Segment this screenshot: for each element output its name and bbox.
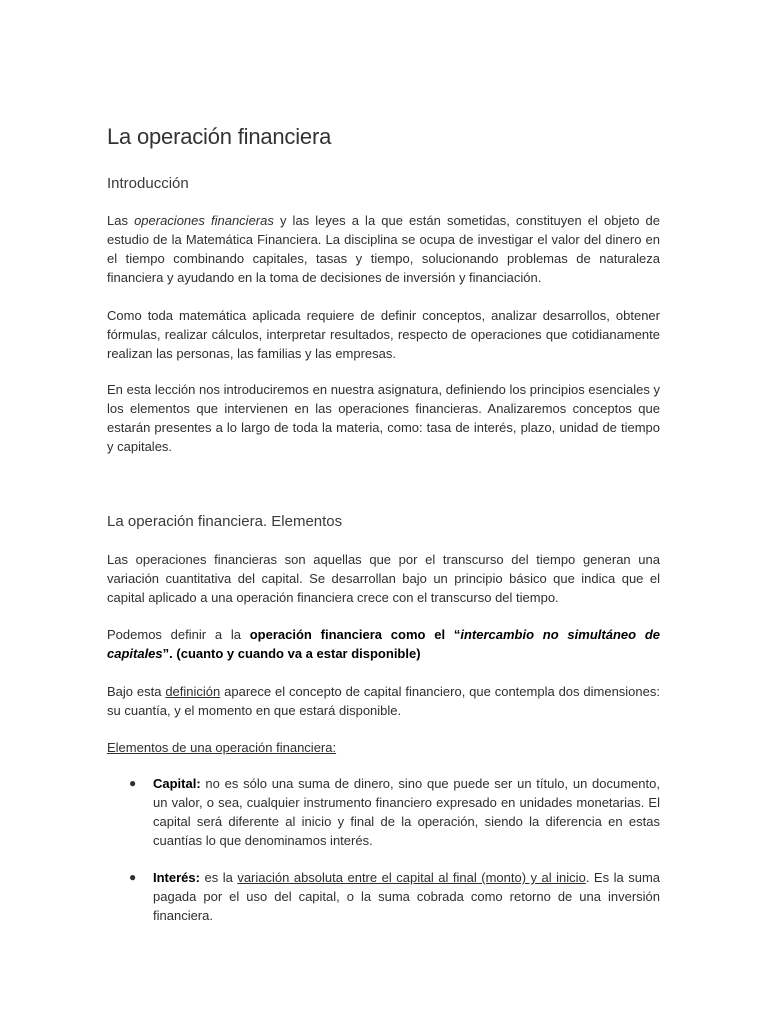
page-title: La operación financiera <box>107 124 332 149</box>
elements-paragraph-3 <box>107 682 660 720</box>
intro-paragraph-3: En esta lección nos introduciremos en nuestra asignatura, definiendo los principios esenciales y los elementos que intervienen en las operaciones financieras. Analizaremos conceptos que estarán presentes a lo largo de toda la materia, como: tasa de interés, plazo, unidad de tiempo y capitales. <box>107 382 660 454</box>
elements-p3-post: aparece el concepto de capital financiero, que contempla dos dimensiones: su cuantía, y el momento en que estará disponible. <box>107 684 660 718</box>
intro-paragraph-2: Como toda matemática aplicada requiere de definir conceptos, analizar desarrollos, obtener fórmulas, realizar cálculos, interpretar resultados, respecto de operaciones que cotidianamente realizan las personas, las familias y las empresas. <box>107 308 660 361</box>
list-item-interes <box>107 868 660 925</box>
intro-p1-pre: Las <box>107 213 135 228</box>
elements-p2-bolditalic: intercambio no simultáneo de capitales <box>107 627 660 661</box>
elements-p2-bold: operación financiera como el “ <box>249 627 461 642</box>
elements-p2-boldend: ”. (cuanto y cuando va a estar disponible) <box>162 646 421 661</box>
elements-heading: La operación financiera. Elementos <box>107 513 343 530</box>
bullet-icon: ● <box>129 776 137 790</box>
elements-list <box>107 774 660 850</box>
capital-text: no es sólo una suma de dinero, sino que puede ser un título, un documento, un valor, o sea, cualquier instrumento financiero expresado en unidades monetarias. El capital será diferente al inicio y final de la operación, siendo la diferencia en estas cuantías lo que denominamos interés. <box>153 776 660 848</box>
elements-list-2 <box>107 868 660 925</box>
elements-paragraph-1: Las operaciones financieras son aquellas que por el transcurso del tiempo generan una variación cuantitativa del capital. Se desarrollan bajo un principio básico que indica que el capital aplicado a una operación financiera crece con el transcurso del tiempo. <box>107 552 660 605</box>
bullet-icon: ● <box>129 870 137 884</box>
intro-paragraph-1 <box>107 211 660 287</box>
interes-pre: es la <box>199 870 238 885</box>
intro-heading: Introducción <box>107 175 189 192</box>
list-heading <box>107 738 660 757</box>
interes-underlined: variación absoluta entre el capital al final (monto) y al inicio <box>237 870 586 885</box>
intro-p1-italic: operaciones financieras <box>134 213 274 228</box>
elements-p2-pre: Podemos definir a la <box>107 627 250 642</box>
capital-term: Capital: <box>153 776 201 791</box>
elements-paragraph-2 <box>107 625 660 663</box>
intro-p1-post: y las leyes a la que están sometidas, constituyen el objeto de estudio de la Matemática Financiera. La disciplina se ocupa de investigar el valor del dinero en el tiempo combinando capitales, tasas y tiempo, solucionando problemas de naturaleza financiera y ayudando en la toma de decisiones de inversión y financiación. <box>107 213 660 285</box>
list-item-capital <box>107 774 660 850</box>
list-heading-text: Elementos de una operación financiera: <box>107 740 337 755</box>
interes-term: Interés: <box>153 870 200 885</box>
definition-link-text: definición <box>165 684 221 699</box>
interes-post: . Es la suma pagada por el uso del capital, o la suma cobrada como retorno de una inversión financiera. <box>153 870 660 923</box>
elements-p3-pre: Bajo esta <box>107 684 166 699</box>
